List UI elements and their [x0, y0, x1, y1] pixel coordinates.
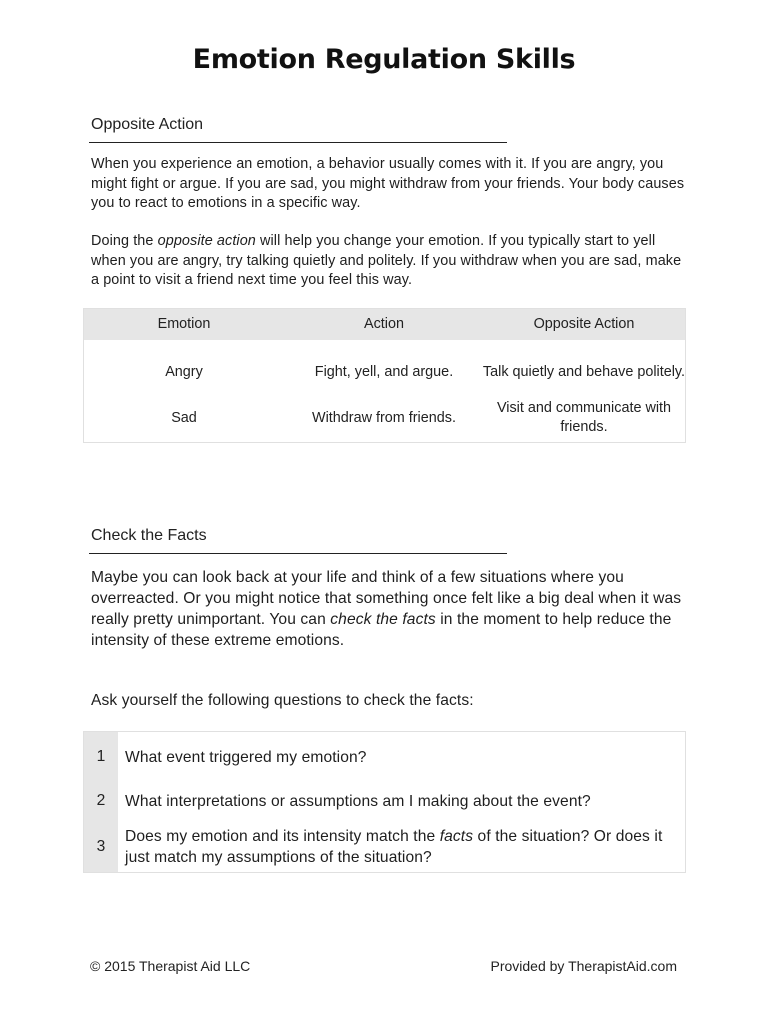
text: Doing the: [91, 233, 158, 249]
table-cell-action: Fight, yell, and argue.: [314, 363, 454, 380]
emphasis-text: check the facts: [330, 611, 436, 628]
table-cell-emotion: Sad: [171, 409, 197, 426]
text: will help you change your emotion. If you typically start to yell when you are angry, try talking quietly and politely. If you withdraw when you are sad, make a point to visit a friend next time you feel this way.: [91, 233, 682, 288]
section-divider: [89, 142, 507, 143]
text: in the moment to help reduce the intensity of these extreme emotions.: [91, 611, 672, 649]
page-title: Emotion Regulation Skills: [192, 44, 576, 75]
footer-provider: Provided by TherapistAid.com: [490, 958, 677, 974]
column-header-action: Action: [364, 316, 404, 332]
column-header-opposite-action: Opposite Action: [533, 316, 635, 332]
table-cell-opposite-action: Visit and communicate with friends.: [496, 400, 672, 435]
table-cell-action: Withdraw from friends.: [312, 409, 456, 426]
question-text: What event triggered my emotion?: [125, 748, 367, 766]
opposite-action-table: [83, 308, 686, 443]
text: of the situation? Or does it just match my assumptions of the situation?: [125, 828, 663, 866]
paragraph: When you experience an emotion, a behavior usually comes with it. If you are angry, you might fight or argue. If you are sad, you might withdraw from your friends. Your body causes you to react to emotions in a specific way.: [91, 156, 685, 211]
section-heading-check-the-facts: Check the Facts: [91, 527, 207, 544]
table-cell-emotion: Angry: [165, 363, 203, 380]
paragraph: [91, 232, 691, 291]
emphasis-text: facts: [439, 828, 474, 845]
check-facts-prompt: Ask yourself the following questions to check the facts:: [91, 692, 474, 709]
question-text-content: [125, 826, 681, 868]
question-number: 1: [96, 748, 106, 765]
question-number: 2: [96, 792, 106, 809]
question-text: [125, 824, 681, 870]
paragraph: [91, 567, 691, 651]
section-divider: [89, 553, 507, 554]
text: Does my emotion and its intensity match the: [125, 828, 440, 845]
footer-copyright: © 2015 Therapist Aid LLC: [90, 958, 251, 974]
text: Maybe you can look back at your life and think of a few situations where you overreacted. Or you might notice that something once felt like a big deal when it was really pretty unimportant. You can: [91, 569, 682, 628]
emphasis-text: opposite action: [157, 233, 256, 249]
section-heading-opposite-action: Opposite Action: [91, 116, 204, 133]
question-text: What interpretations or assumptions am I making about the event?: [125, 792, 591, 810]
table-cell-opposite-action: Talk quietly and behave politely.: [482, 363, 686, 380]
questions-table: [83, 731, 686, 873]
question-number: 3: [96, 838, 106, 855]
opposite-action-intro: [91, 155, 691, 214]
opposite-action-explanation: [91, 232, 691, 291]
check-facts-intro: [91, 567, 691, 651]
column-header-emotion: Emotion: [157, 316, 211, 332]
